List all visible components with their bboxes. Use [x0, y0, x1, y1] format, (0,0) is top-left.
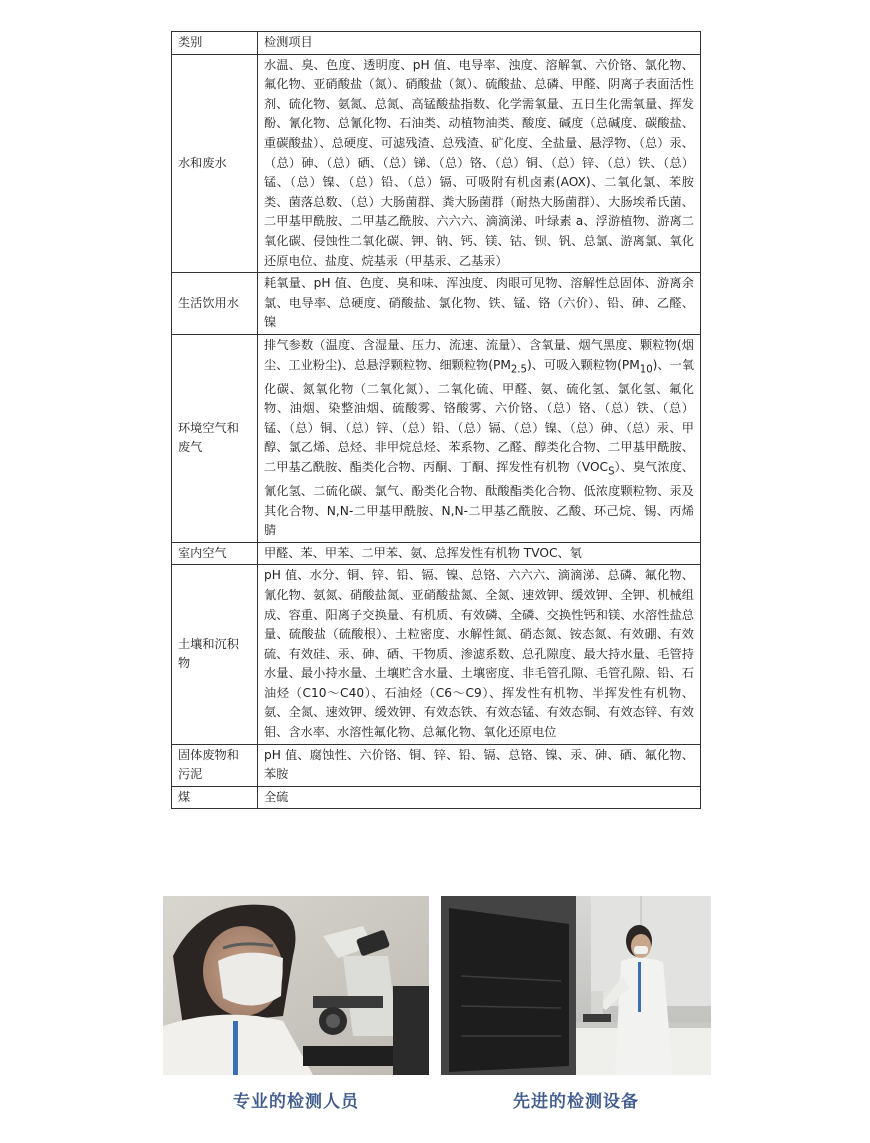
table-row [172, 54, 701, 273]
row-category: 煤 [172, 786, 258, 809]
table-row [172, 273, 701, 335]
table-row [172, 542, 701, 565]
table-row [172, 744, 701, 786]
row-items: 水温、臭、色度、透明度、pH 值、电导率、浊度、溶解氧、六价铬、氯化物、氟化物、亚硝酸盐（氮）、硝酸盐（氮）、硫酸盐、总磷、甲醛、阴离子表面活性剂、硫化物、氨氮、总氮、高锰酸盐指数、化学需氧量、五日生化需氧量、挥发酚、氰化物、总氰化物、石油类、动植物油类、酸度、碱度（总碱度、碳酸盐、重碳酸盐）、总硬度、可滤残渣、总残渣、矿化度、全盐量、悬浮物、（总）汞、（总）砷、（总）硒、（总）锑、（总）铬、（总）铜、（总）锌、（总）铁、（总）锰、（总）镍、（总）铅、（总）镉、可吸附有机卤素(AOX)、二氧化氯、苯胺类、菌落总数、（总）大肠菌群、粪大肠菌群（耐热大肠菌群）、大肠埃希氏菌、二甲基甲酰胺、二甲基乙酰胺、六六六、滴滴涕、叶绿素 a、浮游植物、游离二氧化碳、侵蚀性二氧化碳、钾、钠、钙、镁、钴、钡、钒、总氯、游离氯、氧化还原电位、盐度、烷基汞（甲基汞、乙基汞） [258, 54, 701, 273]
detection-items-table [171, 31, 701, 809]
table-row [172, 334, 701, 542]
header-category: 类别 [172, 32, 258, 55]
header-items: 检测项目 [258, 32, 701, 55]
row-category: 固体废物和污泥 [172, 744, 258, 786]
table-row [172, 565, 701, 744]
voc-subscript: S [608, 466, 615, 478]
row-items: pH 值、腐蚀性、六价铬、铜、锌、铅、镉、总铬、镍、汞、砷、硒、氟化物、苯胺 [258, 744, 701, 786]
table-header-row [172, 32, 701, 55]
caption-professional-staff: 专业的检测人员 [233, 1092, 359, 1112]
row-category: 土壤和沉积物 [172, 565, 258, 744]
row-items [258, 334, 701, 542]
table-row [172, 786, 701, 809]
items-text-mid1: )、可吸入颗粒物(PM [527, 357, 640, 372]
pm10-subscript: 10 [639, 363, 653, 375]
photo-laboratory-equipment [441, 896, 711, 1075]
items-text-post: ）、臭气浓度、氰化氢、二硫化碳、氯气、酚类化合物、酞酸酯类化合物、低浓度颗粒物、汞及其化合物、N,N-二甲基甲酰胺、N,N-二甲基乙酰胺、乙酸、环己烷、锡、丙烯腈 [264, 459, 694, 538]
row-items: pH 值、水分、铜、锌、铅、镉、镍、总铬、六六六、滴滴涕、总磷、氟化物、氰化物、氨氮、硝酸盐氮、亚硝酸盐氮、全氮、速效钾、缓效钾、全钾、机械组成、容重、阳离子交换量、有机质、有效磷、全磷、交换性钙和镁、水溶性盐总量、硫酸盐（硫酸根）、土粒密度、水解性氮、硝态氮、铵态氮、有效硼、有效硫、有效硅、汞、砷、硒、干物质、渗滤系数、总孔隙度、最大持水量、毛管持水量、最小持水量、土壤贮含水量、土壤密度、非毛管孔隙、毛管孔隙、铅、石油烃（C10～C40）、石油烃（C6～C9）、挥发性有机物、半挥发性有机物、氨、全氮、速效钾、缓效钾、有效态铁、有效态锰、有效态铜、有效态锌、有效钼、含水率、水溶性氟化物、总氟化物、氧化还原电位 [258, 565, 701, 744]
row-category: 水和废水 [172, 54, 258, 273]
row-items: 全硫 [258, 786, 701, 809]
pm25-subscript: 2.5 [510, 363, 527, 375]
row-category: 室内空气 [172, 542, 258, 565]
items-text-pre: 排气参数（温度、含湿量、压力、流速、流量）、含氧量、烟气黑度、颗粒物(烟尘、工业粉尘)、总悬浮颗粒物、细颗粒物(PM [264, 337, 694, 372]
items-text-mid2: )、一氧化碳、氮氧化物（二氧化氮）、二氧化硫、甲醛、氨、硫化氢、氯化氢、氟化物、油烟、染整油烟、硫酸雾、铬酸雾、六价铬、（总）铬、（总）铁、（总）锰、（总）铜、（总）锌、（总）铅、（总）镉、（总）镍、（总）砷、（总）汞、甲醇、氯乙烯、总烃、非甲烷总烃、苯系物、乙醛、醇类化合物、二甲基甲酰胺、二甲基乙酰胺、酯类化合物、丙酮、丁酮、挥发性有机物（VOC [264, 357, 695, 474]
caption-advanced-equipment: 先进的检测设备 [513, 1092, 639, 1112]
row-category: 生活饮用水 [172, 273, 258, 335]
row-items: 甲醛、苯、甲苯、二甲苯、氨、总挥发性有机物 TVOC、氡 [258, 542, 701, 565]
row-category: 环境空气和废气 [172, 334, 258, 542]
photo-technician-microscope [163, 896, 429, 1075]
row-items: 耗氧量、pH 值、色度、臭和味、浑浊度、肉眼可见物、溶解性总固体、游离余氯、电导率、总硬度、硝酸盐、氯化物、铁、锰、铬（六价）、铅、砷、乙醛、镍 [258, 273, 701, 335]
